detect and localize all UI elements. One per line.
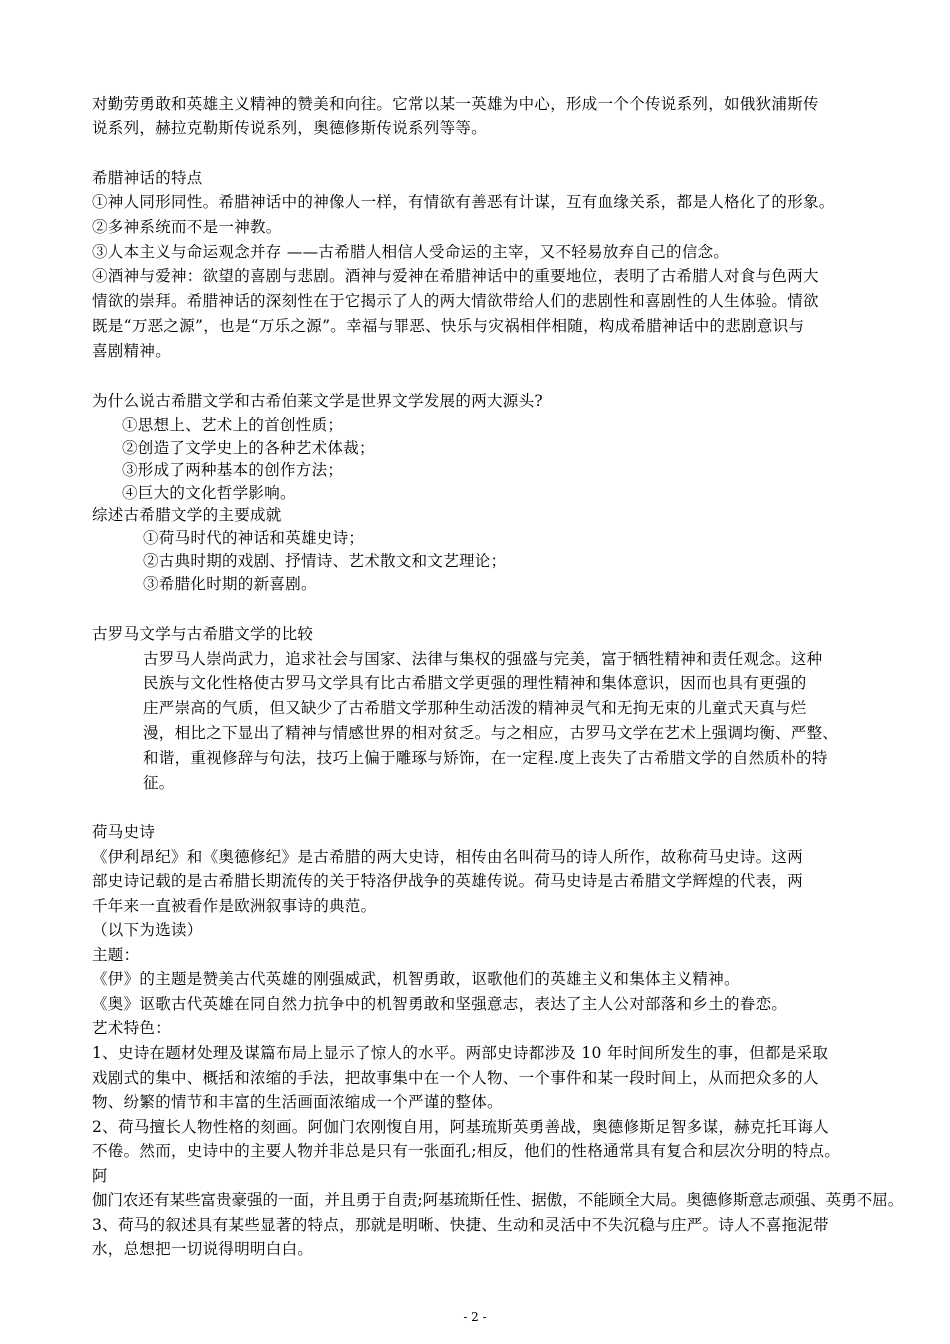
text-line: 既是“万恶之源”，也是“万乐之源”。幸福与罪恶、快乐与灾祸相伴相随，构成希腊神话中的悲剧意识与 <box>92 317 805 335</box>
list-item: ②古典时期的戏剧、抒情诗、艺术散文和文艺理论； <box>143 552 507 570</box>
text-line: 《伊》的主题是赞美古代英雄的刚强威武，机智勇敢，讴歌他们的英雄主义和集体主义精神。 <box>92 970 740 988</box>
text-line: 不倦。然而，史诗中的主要人物并非总是只有一张面孔;相反，他们的性格通常具有复合和层次分明的特点。 <box>92 1142 841 1160</box>
text-line: 庄严崇高的气质，但又缺少了古希腊文学那种生动活泼的精神灵气和无拘无束的儿童式天真与烂 <box>143 699 807 717</box>
list-item: ①思想上、艺术上的首创性质； <box>122 416 344 434</box>
section-heading: 希腊神话的特点 <box>92 169 203 187</box>
section-heading: 古罗马文学与古希腊文学的比较 <box>92 625 314 643</box>
text-line: 喜剧精神。 <box>92 342 172 360</box>
text-line: 情欲的崇拜。希腊神话的深刻性在于它揭示了人的两大情欲带给人们的悲剧性和喜剧性的人生体验。情欲 <box>92 292 819 310</box>
text-line: 征。 <box>143 774 175 792</box>
section-heading: 荷马史诗 <box>92 823 156 841</box>
text-line: 戏剧式的集中、概括和浓缩的手法，把故事集中在一个人物、一个事件和某一段时间上，从而把众多的人 <box>92 1069 819 1087</box>
text-line: 1、史诗在题材处理及谋篇布局上显示了惊人的水平。两部史诗都涉及 10 年时间所发生的事，但都是采取 <box>92 1044 829 1062</box>
text-line: 3、荷马的叙述具有某些显著的特点，那就是明晰、快捷、生动和灵活中不失沉稳与庄严。诗人不喜拖泥带 <box>92 1216 829 1234</box>
text-line: ③人本主义与命运观念并存 ——古希腊人相信人受命运的主宰，又不轻易放弃自己的信念。 <box>92 243 730 261</box>
text-line: 说系列，赫拉克勒斯传说系列，奥德修斯传说系列等等。 <box>92 119 488 137</box>
text-line: 对勤劳勇敢和英雄主义精神的赞美和向往。它常以某一英雄为中心，形成一个个传说系列，如俄狄浦斯传 <box>92 95 819 113</box>
text-line: 主题： <box>92 946 140 964</box>
text-line: 2、荷马擅长人物性格的刻画。阿伽门农刚愎自用，阿基琉斯英勇善战，奥德修斯足智多谋，赫克托耳诲人 <box>92 1118 829 1136</box>
list-item: ③希腊化时期的新喜剧。 <box>143 575 317 593</box>
section-heading: 综述古希腊文学的主要成就 <box>92 506 282 524</box>
text-line: ④酒神与爱神：欲望的喜剧与悲剧。酒神与爱神在希腊神话中的重要地位，表明了古希腊人对食与色两大 <box>92 267 819 285</box>
text-line: 物、纷繁的情节和丰富的生活画面浓缩成一个严谨的整体。 <box>92 1093 503 1111</box>
text-line: ②多神系统而不是一神教。 <box>92 218 282 236</box>
text-line: ①神人同形同性。希腊神话中的神像人一样，有情欲有善恶有计谋，互有血缘关系，都是人格化了的形象。 <box>92 193 835 211</box>
text-line: 古罗马人崇尚武力，追求社会与国家、法律与集权的强盛与完美，富于牺牲精神和责任观念。这种 <box>143 650 823 668</box>
section-heading: 为什么说古希腊文学和古希伯莱文学是世界文学发展的两大源头? <box>92 392 544 410</box>
list-item: ②创造了文学史上的各种艺术体裁； <box>122 439 375 457</box>
text-line: 《伊利昂纪》和《奥德修纪》是古希腊的两大史诗，相传由名叫荷马的诗人所作，故称荷马史诗。这两 <box>92 848 804 866</box>
text-line: 水，总想把一切说得明明白白。 <box>92 1240 314 1258</box>
list-item: ③形成了两种基本的创作方法； <box>122 461 344 479</box>
text-line: 艺术特色： <box>92 1019 172 1037</box>
text-line: 《奥》讴歌古代英雄在同自然力抗争中的机智勇敢和坚强意志，表达了主人公对部落和乡土的眷恋。 <box>92 995 788 1013</box>
list-item: ④巨大的文化哲学影响。 <box>122 484 296 502</box>
list-item: ①荷马时代的神话和英雄史诗； <box>143 529 365 547</box>
text-line: 部史诗记载的是古希腊长期流传的关于特洛伊战争的英雄传说。荷马史诗是古希腊文学辉煌的代表，两 <box>92 872 804 890</box>
text-line: 民族与文化性格使古罗马文学具有比古希腊文学更强的理性精神和集体意识，因而也具有更强的 <box>143 674 807 692</box>
text-line: 阿 <box>92 1167 108 1185</box>
text-line: （以下为选读） <box>92 921 203 939</box>
text-line: 和谐，重视修辞与句法，技巧上偏于雕琢与矫饰，在一定程.度上丧失了古希腊文学的自然质朴的特 <box>143 749 828 767</box>
text-line: 千年来一直被看作是欧洲叙事诗的典范。 <box>92 897 377 915</box>
text-line: 漫，相比之下显出了精神与情感世界的相对贫乏。与之相应，古罗马文学在艺术上强调均衡、严整、 <box>143 724 839 742</box>
page-number: - 2 - <box>463 1310 487 1324</box>
text-line: 伽门农还有某些富贵豪强的一面，并且勇于自责;阿基琉斯任性、据傲，不能顾全大局。奥德修斯意志顽强、英勇不屈。 <box>92 1191 904 1209</box>
